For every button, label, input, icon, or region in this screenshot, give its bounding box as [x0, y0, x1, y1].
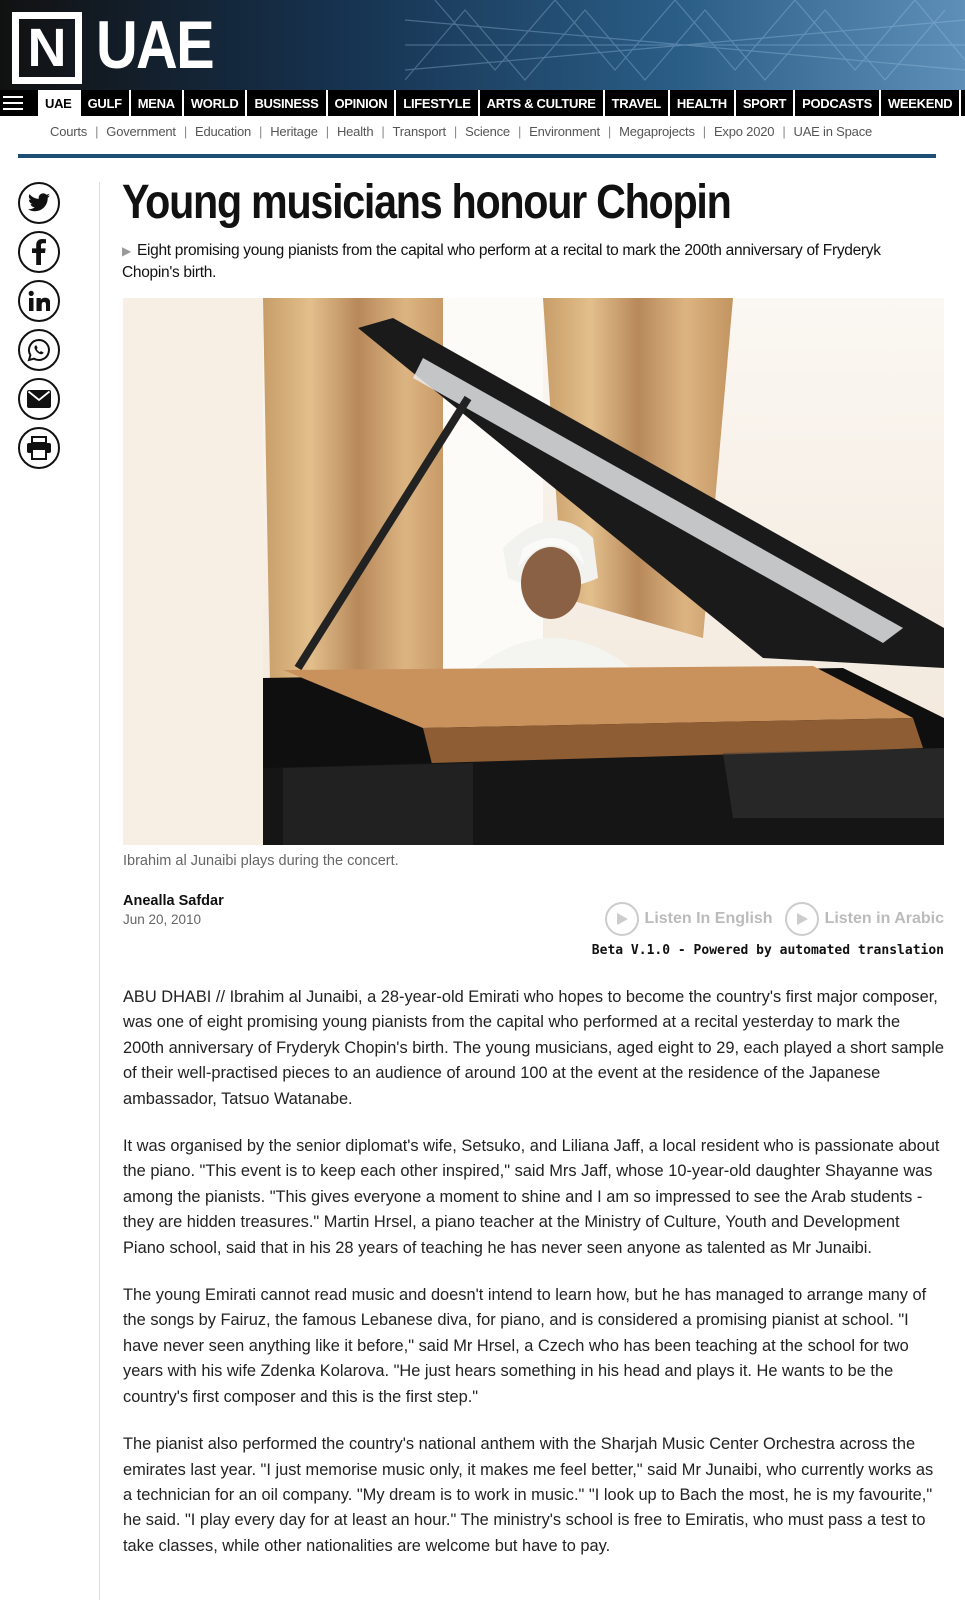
main-nav	[0, 90, 965, 116]
nav-item-weekend[interactable]: WEEKEND	[881, 90, 961, 116]
article-photo[interactable]	[123, 298, 944, 845]
nav-item-world[interactable]: WORLD	[184, 90, 248, 116]
subnav-item-transport[interactable]: Transport	[392, 123, 446, 139]
listen-english-label: Listen In English	[644, 910, 773, 927]
facebook-icon	[32, 239, 46, 265]
site-logo[interactable]	[12, 12, 82, 84]
nav-item-sport[interactable]: SPORT	[736, 90, 795, 116]
share-whatsapp-button[interactable]	[18, 329, 60, 371]
nav-item-opinion[interactable]: OPINION	[328, 90, 397, 116]
subnav-divider: |	[517, 123, 522, 139]
article-paragraph: It was organised by the senior diplomat's wife, Setsuko, and Liliana Jaff, a local resident who is passionate about the piano. "This event is to keep each other inspired," said Mrs Jaff, whose 10-year-old daughter Shayanne was among the pianists. "This gives everyone a moment to shine and I am so impressed to see the Arab students - they are hidden treasures." Martin Hrsel, a piano teacher at the Ministry of Culture, Youth and Development Piano school, said that in his 28 years of teaching he has never seen anyone as talented as Mr Junaibi.	[123, 1137, 940, 1257]
subnav-item-uae-in-space[interactable]: UAE in Space	[793, 123, 873, 139]
nav-item-gulf[interactable]: GULF	[81, 90, 131, 116]
menu-icon[interactable]	[0, 90, 38, 116]
share-twitter-button[interactable]	[18, 182, 60, 224]
nav-item-arts-culture[interactable]: ARTS & CULTURE	[480, 90, 605, 116]
standfirst-text: Eight promising young pianists from the capital who perform at a recital to mark the 200th anniversary of Fryderyk Chopin's birth.	[122, 242, 881, 281]
sub-nav	[50, 120, 872, 142]
nav-item-mena[interactable]: MENA	[131, 90, 184, 116]
subnav-item-education[interactable]: Education	[195, 123, 252, 139]
subnav-divider: |	[453, 123, 458, 139]
subnav-item-health[interactable]: Health	[336, 123, 374, 139]
whatsapp-icon	[27, 338, 51, 362]
triangle-icon: ▶	[122, 244, 131, 258]
subnav-divider: |	[183, 123, 188, 139]
subnav-item-government[interactable]: Government	[106, 123, 176, 139]
publish-date: Jun 20, 2010	[123, 912, 202, 927]
article-headline: Young musicians honour Chopin	[122, 176, 731, 229]
subnav-divider: |	[325, 123, 329, 139]
print-icon	[26, 436, 52, 460]
logo-mark: N	[27, 18, 67, 78]
section-title[interactable]: UAE	[96, 7, 213, 83]
article-paragraph: ABU DHABI // Ibrahim al Junaibi, a 28-year-old Emirati who hopes to become the country's first major composer, was one of eight promising young pianists from the capital who performed at a recital yesterday to mark the 200th anniversary of Fryderyk Chopin's birth. The young musicians, aged eight to 29, each played a short sample of their well-practised pieces to an audience of around 100 at the event at the residence of the Japanese ambassador, Tatsuo Watanabe.	[123, 988, 944, 1108]
share-facebook-button[interactable]	[18, 231, 60, 273]
article-paragraph: The young Emirati cannot read music and doesn't intend to learn how, but he has managed to arrange many of the songs by Fairuz, the famous Lebanese diva, for piano, and is considered a promising pianist at school. "I have never seen anything like it before," said Mr Hrsel, a Czech who has been teaching at the school for two years with his wife Zdenka Kolarova. "He just hears something in his head and plays it. He wants to be the country's first composer and this is the first step."	[123, 1286, 927, 1406]
nav-item-health[interactable]: HEALTH	[670, 90, 736, 116]
article-paragraph: The pianist also performed the country's national anthem with the Sharjah Music Center Orchestra across the emirates last year. "I just memorise music only, it makes me feel better," said Mr Junaibi, who currently works as a technician for an oil company. "My dream is to work in music." "I look up to Bach the most, he is my favourite," he said. "I play every day for at least an hour." The ministry's school is free to Emiratis, who must pass a test to take classes, while other nationalities are welcome but have to pay.	[123, 1435, 934, 1555]
photo-caption: Ibrahim al Junaibi plays during the concert.	[123, 853, 399, 869]
subnav-divider: |	[95, 123, 99, 139]
share-linkedin-button[interactable]	[18, 280, 60, 322]
play-icon	[785, 902, 819, 936]
subnav-item-megaprojects[interactable]: Megaprojects	[619, 123, 695, 139]
content-divider	[99, 182, 100, 1600]
listen-controls	[605, 902, 944, 936]
subnav-divider: |	[782, 123, 786, 139]
play-icon	[605, 902, 639, 936]
subnav-divider: |	[381, 123, 385, 139]
linkedin-icon	[28, 290, 50, 312]
article-standfirst	[122, 240, 932, 283]
listen-arabic-button[interactable]	[785, 902, 944, 936]
share-email-button[interactable]	[18, 378, 60, 420]
subnav-item-environment[interactable]: Environment	[529, 123, 600, 139]
subnav-item-expo-2020[interactable]: Expo 2020	[713, 123, 775, 139]
share-print-button[interactable]	[18, 427, 60, 469]
subnav-item-courts[interactable]: Courts	[50, 123, 88, 139]
nav-item-uae[interactable]: UAE	[38, 90, 81, 116]
article-body	[123, 985, 945, 1581]
masthead-pattern	[405, 0, 965, 90]
email-icon	[27, 390, 51, 408]
subnav-divider: |	[607, 123, 612, 139]
translation-beta-note: Beta V.1.0 - Powered by automated translation	[591, 943, 944, 958]
subnav-divider: |	[702, 123, 706, 139]
nav-item-business[interactable]: BUSINESS	[247, 90, 327, 116]
nav-item-travel[interactable]: TRAVEL	[605, 90, 670, 116]
share-rail	[18, 182, 60, 476]
author-name[interactable]: Anealla Safdar	[123, 893, 224, 909]
subnav-item-science[interactable]: Science	[465, 123, 510, 139]
listen-english-button[interactable]	[605, 902, 773, 936]
subnav-divider: |	[259, 123, 263, 139]
subnav-item-heritage[interactable]: Heritage	[270, 123, 318, 139]
nav-item-lifestyle[interactable]: LIFESTYLE	[396, 90, 479, 116]
nav-item-podcasts[interactable]: PODCASTS	[795, 90, 881, 116]
twitter-icon	[27, 193, 51, 213]
listen-arabic-label: Listen in Arabic	[824, 910, 944, 927]
pianist-photo-illustration	[123, 298, 944, 845]
masthead	[0, 0, 965, 90]
section-rule	[18, 154, 936, 158]
